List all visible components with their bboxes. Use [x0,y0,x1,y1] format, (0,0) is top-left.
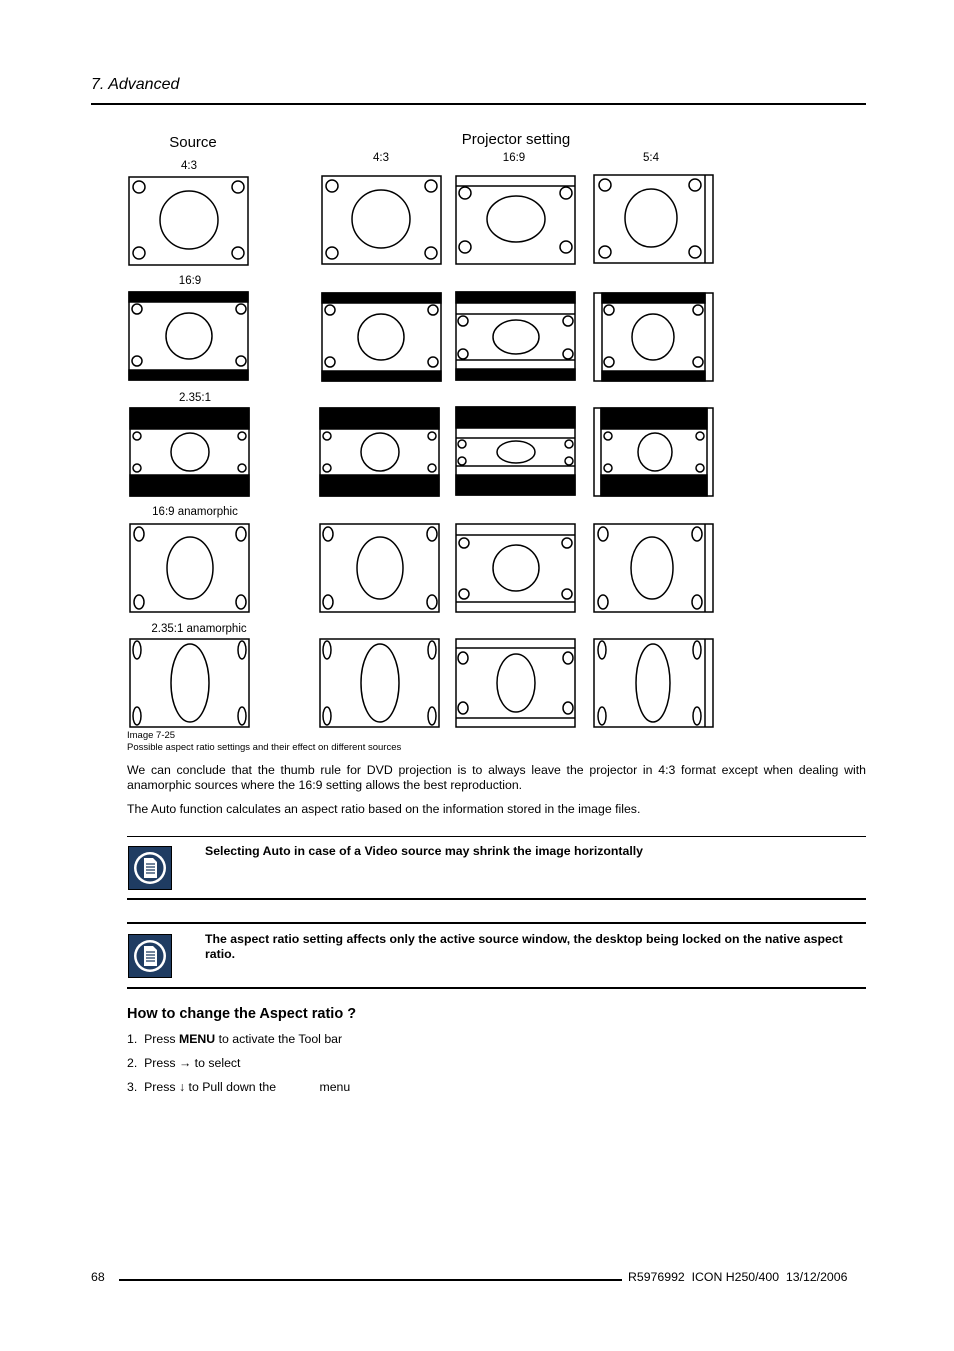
thumb-2-35-anamorphic-source [130,639,249,727]
note-1-text: Selecting Auto in case of a Video source may shrink the image horizontally [205,844,644,858]
note-document-icon [128,934,172,978]
footer-rule [119,1279,622,1281]
thumb-2-35-anamorphic-on-4-3 [320,639,439,727]
note-document-icon [128,846,172,890]
projector-label-5-4: 5:4 [643,152,659,164]
source-label-2-35-1: 2.35:1 [179,392,211,404]
thumb-16-9-anamorphic-on-16-9 [456,524,575,612]
thumb-16-9-source [129,292,248,380]
page-number: 68 [91,1270,105,1284]
projector-label-4-3: 4:3 [373,152,389,164]
procedure-step-1: 1. Press MENU to activate the Tool bar [127,1032,343,1046]
thumb-2-35-source [130,408,249,496]
procedure-step-2: 2. Press → to select [127,1056,241,1070]
source-column-title: Source [169,134,217,151]
thumb-2-35-anamorphic-on-5-4 [594,639,713,727]
thumb-16-9-on-4-3 [322,293,441,381]
note-1-top-rule [127,836,866,837]
source-label-4-3: 4:3 [181,160,197,172]
procedure-step-3: 3. Press ↓ to Pull down the menu [127,1080,351,1094]
thumb-4-3-on-16-9 [456,176,575,264]
thumb-2-35-on-4-3 [320,408,439,496]
thumb-4-3-on-4-3 [322,176,441,264]
chapter-header: 7. Advanced [91,76,180,93]
figure-caption-number: Image 7-25 [127,730,176,741]
thumb-16-9-anamorphic-on-4-3 [320,524,439,612]
source-label-16-9: 16:9 [178,275,202,287]
note-2-bottom-rule [127,987,866,989]
figure-caption-text: Possible aspect ratio settings and their effect on different sources [127,742,402,753]
thumb-16-9-anamorphic-on-5-4 [594,524,713,612]
body-paragraph-1: We can conclude that the thumb rule for DVD projection is to always leave the projector in 4:3 format except when dealing with anamorphic sources where the 16:9 setting allows the best reproduction. [127,763,866,792]
source-label-2-35-1-anamorphic: 2.35:1 anamorphic [151,623,247,635]
procedure-heading: How to change the Aspect ratio ? [127,1006,357,1022]
thumb-2-35-on-16-9 [456,407,575,495]
thumb-16-9-on-5-4 [594,293,713,381]
thumb-4-3-source [129,177,248,265]
note-2-top-rule [127,922,866,924]
note-1-bottom-rule [127,898,866,900]
thumb-2-35-anamorphic-on-16-9 [456,639,575,727]
footer-doc-info: R5976992 ICON H250/400 13/12/2006 [628,1270,848,1284]
thumb-16-9-on-16-9 [456,292,575,380]
thumb-4-3-on-5-4 [594,175,713,263]
note-2-text: The aspect ratio setting affects only the active source window, the desktop being locked on the native aspect ratio. [205,932,843,961]
projector-setting-title: Projector setting [461,131,571,148]
thumb-16-9-anamorphic-source [130,524,249,612]
source-label-16-9-anamorphic: 16:9 anamorphic [152,506,238,518]
body-paragraph-2: The Auto function calculates an aspect ratio based on the information stored in the image files. [127,802,641,816]
thumb-2-35-on-5-4 [594,408,713,496]
projector-label-16-9: 16:9 [502,152,526,164]
